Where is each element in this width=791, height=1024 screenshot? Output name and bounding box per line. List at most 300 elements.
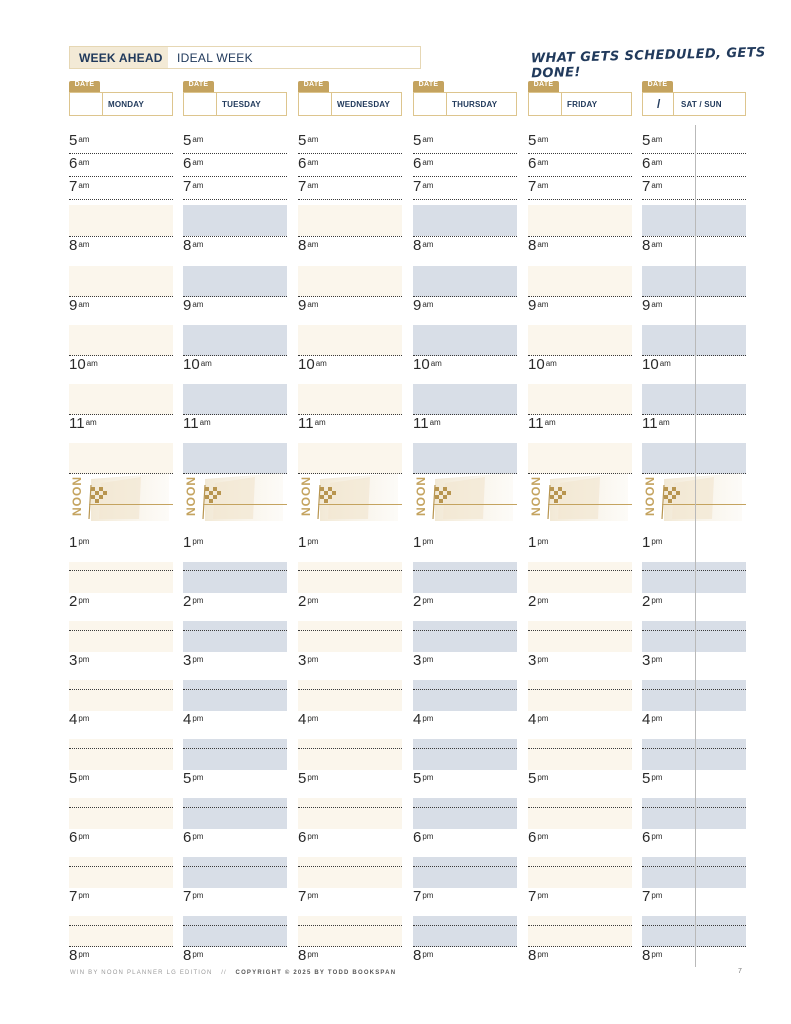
hour-label: [528, 594, 548, 609]
hour-suffix: am: [78, 158, 90, 167]
day-name: SAT / SUN: [681, 100, 722, 109]
time-slot-block[interactable]: [69, 384, 173, 415]
time-slot-block[interactable]: [183, 325, 287, 356]
dotted-rule: [642, 748, 746, 749]
hour-label: [413, 771, 433, 786]
hour-number: 6: [413, 829, 422, 846]
day-name: THURSDAY: [452, 100, 498, 109]
hour-suffix: pm: [192, 891, 204, 900]
time-slot-block[interactable]: [69, 325, 173, 356]
hour-label: [642, 830, 662, 845]
date-tab: [413, 81, 444, 92]
time-slot-block[interactable]: [183, 621, 287, 652]
hour-label: [528, 712, 548, 727]
hour-label: [183, 771, 203, 786]
dotted-rule: [183, 689, 287, 690]
date-field[interactable]: [69, 92, 173, 116]
hour-number: 10: [183, 356, 200, 373]
hour-number: 8: [642, 237, 651, 254]
hour-suffix: pm: [78, 832, 90, 841]
date-field[interactable]: [413, 92, 517, 116]
time-slot-block[interactable]: [528, 443, 632, 474]
hour-number: 3: [69, 652, 78, 669]
time-slot-block[interactable]: [69, 443, 173, 474]
dotted-rule: [183, 807, 287, 808]
time-slot-block[interactable]: [528, 680, 632, 711]
hour-label: [69, 535, 89, 550]
hour-suffix: am: [537, 181, 549, 190]
date-field[interactable]: [298, 92, 402, 116]
time-slot-block[interactable]: [528, 384, 632, 415]
time-slot-block[interactable]: [528, 266, 632, 297]
dotted-rule: [413, 296, 517, 297]
hour-label: [298, 771, 318, 786]
hour-label: [69, 156, 89, 171]
time-slot-block[interactable]: [69, 798, 173, 829]
checkered-flag-icon: [308, 473, 402, 525]
time-slot-block[interactable]: [183, 916, 287, 947]
date-divider: [561, 93, 562, 115]
hour-label: [642, 948, 662, 963]
dotted-rule: [528, 236, 632, 237]
hour-number: 10: [528, 356, 545, 373]
hour-number: 6: [528, 155, 537, 172]
hour-suffix: pm: [651, 655, 663, 664]
hour-number: 9: [413, 297, 422, 314]
time-slot-block[interactable]: [413, 325, 517, 356]
hour-number: 6: [298, 155, 307, 172]
hour-number: 7: [413, 178, 422, 195]
time-slot-block[interactable]: [298, 916, 402, 947]
time-slot-block[interactable]: [528, 205, 632, 236]
time-slot-block[interactable]: [642, 562, 746, 593]
hour-suffix: pm: [651, 891, 663, 900]
hour-number: 2: [69, 593, 78, 610]
hour-label: [183, 357, 212, 372]
time-slot-block[interactable]: [413, 562, 517, 593]
hour-number: 6: [413, 155, 422, 172]
time-slot-block[interactable]: [642, 325, 746, 356]
time-slot-block[interactable]: [413, 384, 517, 415]
dotted-rule: [642, 296, 746, 297]
hour-label: [69, 712, 89, 727]
hour-number: 5: [183, 770, 192, 787]
hour-number: 2: [642, 593, 651, 610]
date-tab-label: DATE: [418, 81, 439, 88]
hour-label: [528, 238, 548, 253]
hour-suffix: am: [537, 158, 549, 167]
hour-suffix: am: [199, 418, 211, 427]
hour-number: 6: [642, 829, 651, 846]
hour-number: 2: [298, 593, 307, 610]
time-slot-block[interactable]: [413, 266, 517, 297]
hour-suffix: am: [192, 181, 204, 190]
time-slot-block[interactable]: [69, 562, 173, 593]
time-slot-block[interactable]: [69, 857, 173, 888]
day-name: TUESDAY: [222, 100, 261, 109]
hour-label: [642, 179, 662, 194]
hour-suffix: am: [200, 359, 212, 368]
time-slot-block[interactable]: [183, 739, 287, 770]
noon-rule: [318, 504, 402, 505]
dotted-rule: [528, 925, 632, 926]
hour-number: 4: [183, 711, 192, 728]
hour-number: 1: [413, 534, 422, 551]
dotted-rule: [642, 153, 746, 154]
hour-number: 7: [413, 888, 422, 905]
hour-suffix: pm: [651, 714, 663, 723]
hour-label: [528, 889, 548, 904]
time-slot-block[interactable]: [642, 266, 746, 297]
hour-label: [528, 948, 548, 963]
date-divider: [446, 93, 447, 115]
hour-number: 7: [298, 888, 307, 905]
dotted-rule: [69, 296, 173, 297]
dotted-rule: [413, 153, 517, 154]
hour-number: 6: [183, 829, 192, 846]
noon-marker: [413, 473, 517, 525]
hour-label: [69, 830, 89, 845]
dotted-rule: [69, 570, 173, 571]
hour-number: 1: [69, 534, 78, 551]
hour-label: [69, 948, 89, 963]
time-slot-block[interactable]: [298, 739, 402, 770]
time-slot-block[interactable]: [642, 739, 746, 770]
time-slot-block[interactable]: [183, 680, 287, 711]
time-slot-block[interactable]: [642, 443, 746, 474]
time-slot-block[interactable]: [528, 562, 632, 593]
hour-suffix: am: [422, 158, 434, 167]
time-slot-block[interactable]: [528, 325, 632, 356]
dotted-rule: [183, 925, 287, 926]
time-slot-block[interactable]: [298, 857, 402, 888]
day-column-thursday: [413, 0, 517, 1024]
week-ahead-label: WEEK AHEAD: [79, 51, 163, 65]
hour-suffix: pm: [307, 596, 319, 605]
hour-label: [183, 653, 203, 668]
hour-suffix: pm: [192, 655, 204, 664]
dotted-rule: [69, 807, 173, 808]
dotted-rule: [69, 946, 173, 947]
time-slot-block[interactable]: [413, 621, 517, 652]
ideal-week-label: IDEAL WEEK: [177, 51, 253, 65]
hour-number: 7: [298, 178, 307, 195]
time-slot-block[interactable]: [642, 384, 746, 415]
time-slot-block[interactable]: [528, 621, 632, 652]
hour-suffix: pm: [192, 950, 204, 959]
hour-suffix: pm: [192, 537, 204, 546]
hour-label: [528, 357, 557, 372]
hour-number: 6: [642, 155, 651, 172]
hour-label: [69, 653, 89, 668]
day-column-friday: [528, 0, 632, 1024]
hour-number: 8: [69, 237, 78, 254]
time-slot-block[interactable]: [298, 562, 402, 593]
hour-suffix: am: [537, 240, 549, 249]
time-slot-block[interactable]: [69, 916, 173, 947]
date-tab: [69, 81, 100, 92]
hour-label: [528, 179, 548, 194]
date-field[interactable]: [183, 92, 287, 116]
hour-label: [413, 179, 433, 194]
hour-label: [183, 712, 203, 727]
noon-label: NOON: [414, 476, 428, 516]
hour-number: 1: [183, 534, 192, 551]
hour-number: 4: [69, 711, 78, 728]
dotted-rule: [413, 630, 517, 631]
hour-label: [298, 416, 326, 431]
dotted-rule: [183, 946, 287, 947]
time-slot-block[interactable]: [183, 798, 287, 829]
hour-label: [413, 156, 433, 171]
dotted-rule: [298, 176, 402, 177]
time-slot-block[interactable]: [298, 680, 402, 711]
hour-number: 8: [298, 947, 307, 964]
time-slot-block[interactable]: [298, 325, 402, 356]
hour-number: 3: [298, 652, 307, 669]
hour-number: 11: [183, 415, 199, 432]
dotted-rule: [642, 689, 746, 690]
hour-number: 11: [642, 415, 658, 432]
hour-label: [298, 948, 318, 963]
time-slot-block[interactable]: [528, 916, 632, 947]
time-slot-block[interactable]: [642, 857, 746, 888]
time-slot-block[interactable]: [528, 798, 632, 829]
time-slot-block[interactable]: [298, 443, 402, 474]
dotted-rule: [298, 236, 402, 237]
hour-label: [298, 535, 318, 550]
time-slot-block[interactable]: [642, 916, 746, 947]
dotted-rule: [298, 946, 402, 947]
dotted-rule: [69, 925, 173, 926]
date-field[interactable]: [642, 92, 746, 116]
hour-label: [298, 830, 318, 845]
hour-label: [528, 156, 548, 171]
hour-label: [413, 416, 441, 431]
hour-suffix: pm: [422, 832, 434, 841]
hour-label: [528, 298, 548, 313]
hour-suffix: pm: [307, 537, 319, 546]
hour-number: 8: [413, 947, 422, 964]
noon-marker: [183, 473, 287, 525]
hour-label: [183, 416, 211, 431]
time-slot-block[interactable]: [183, 384, 287, 415]
dotted-rule: [642, 570, 746, 571]
hour-label: [642, 133, 662, 148]
dotted-rule: [413, 807, 517, 808]
hour-suffix: pm: [537, 714, 549, 723]
time-slot-block[interactable]: [183, 443, 287, 474]
hour-number: 11: [528, 415, 544, 432]
hour-label: [413, 830, 433, 845]
hour-label: [413, 594, 433, 609]
hour-suffix: pm: [78, 773, 90, 782]
hour-label: [642, 889, 662, 904]
time-slot-block[interactable]: [413, 443, 517, 474]
time-slot-block[interactable]: [183, 205, 287, 236]
time-slot-block[interactable]: [183, 266, 287, 297]
hour-suffix: pm: [78, 596, 90, 605]
hour-number: 9: [69, 297, 78, 314]
time-slot-block[interactable]: [298, 621, 402, 652]
weekend-split-line: [695, 125, 696, 967]
hour-label: [413, 535, 433, 550]
date-slash: /: [657, 97, 661, 111]
noon-marker: [528, 473, 632, 525]
dotted-rule: [298, 296, 402, 297]
dotted-rule: [413, 748, 517, 749]
hour-suffix: pm: [537, 950, 549, 959]
time-slot-block[interactable]: [298, 798, 402, 829]
time-slot-block[interactable]: [642, 205, 746, 236]
time-slot-block[interactable]: [413, 857, 517, 888]
time-slot-block[interactable]: [69, 621, 173, 652]
day-name: MONDAY: [108, 100, 145, 109]
dotted-rule: [413, 866, 517, 867]
day-name: WEDNESDAY: [337, 100, 391, 109]
hour-label: [413, 133, 433, 148]
time-slot-block[interactable]: [183, 562, 287, 593]
dotted-rule: [642, 807, 746, 808]
time-slot-block[interactable]: [413, 205, 517, 236]
time-slot-block[interactable]: [642, 680, 746, 711]
hour-number: 7: [528, 178, 537, 195]
dotted-rule: [528, 946, 632, 947]
hour-suffix: pm: [307, 714, 319, 723]
date-tab: [183, 81, 214, 92]
hour-suffix: pm: [537, 832, 549, 841]
time-slot-block[interactable]: [69, 266, 173, 297]
noon-label: NOON: [643, 476, 657, 516]
hour-suffix: am: [651, 158, 663, 167]
hour-suffix: am: [78, 181, 90, 190]
time-slot-block[interactable]: [642, 621, 746, 652]
dotted-rule: [183, 153, 287, 154]
hour-number: 5: [528, 132, 537, 149]
date-tab: [528, 81, 559, 92]
hour-label: [183, 594, 203, 609]
hour-label: [183, 179, 203, 194]
dotted-rule: [183, 176, 287, 177]
hour-suffix: pm: [78, 655, 90, 664]
dotted-rule: [69, 748, 173, 749]
hour-number: 5: [69, 132, 78, 149]
time-slot-block[interactable]: [69, 205, 173, 236]
time-slot-block[interactable]: [413, 739, 517, 770]
time-slot-block[interactable]: [413, 916, 517, 947]
hour-suffix: pm: [192, 832, 204, 841]
hour-label: [528, 133, 548, 148]
dotted-rule: [413, 689, 517, 690]
dotted-rule: [642, 946, 746, 947]
time-slot-block[interactable]: [298, 205, 402, 236]
hour-suffix: am: [307, 240, 319, 249]
checkered-flag-icon: [423, 473, 517, 525]
hour-suffix: am: [651, 135, 663, 144]
dotted-rule: [298, 199, 402, 200]
time-slot-block[interactable]: [413, 680, 517, 711]
hour-label: [413, 712, 433, 727]
dotted-rule: [183, 296, 287, 297]
dotted-rule: [528, 176, 632, 177]
time-slot-block[interactable]: [69, 680, 173, 711]
hour-label: [298, 133, 318, 148]
time-slot-block[interactable]: [69, 739, 173, 770]
dotted-rule: [528, 296, 632, 297]
hour-suffix: pm: [307, 832, 319, 841]
hour-suffix: am: [651, 181, 663, 190]
dotted-rule: [298, 570, 402, 571]
hour-suffix: pm: [537, 596, 549, 605]
hour-number: 3: [413, 652, 422, 669]
hour-number: 2: [183, 593, 192, 610]
date-field[interactable]: [528, 92, 632, 116]
date-tab-label: DATE: [188, 81, 209, 88]
noon-label: NOON: [70, 476, 84, 516]
date-divider: [331, 93, 332, 115]
hour-number: 9: [528, 297, 537, 314]
hour-suffix: pm: [422, 537, 434, 546]
hour-suffix: am: [422, 135, 434, 144]
time-slot-block[interactable]: [298, 266, 402, 297]
noon-rule: [433, 504, 517, 505]
hour-number: 3: [183, 652, 192, 669]
noon-rule: [203, 504, 287, 505]
hour-label: [642, 238, 662, 253]
time-slot-block[interactable]: [528, 857, 632, 888]
time-slot-block[interactable]: [413, 798, 517, 829]
time-slot-block[interactable]: [642, 798, 746, 829]
hour-label: [528, 535, 548, 550]
hour-number: 2: [413, 593, 422, 610]
time-slot-block[interactable]: [528, 739, 632, 770]
hour-label: [298, 653, 318, 668]
hour-number: 5: [642, 770, 651, 787]
date-divider: [216, 93, 217, 115]
hour-number: 5: [183, 132, 192, 149]
footer-copyright: COPYRIGHT © 2025 BY TODD BOOKSPAN: [235, 970, 397, 976]
dotted-rule: [642, 866, 746, 867]
hour-suffix: pm: [78, 891, 90, 900]
footer: [70, 970, 396, 976]
day-column-tuesday: [183, 0, 287, 1024]
date-tab: [642, 81, 673, 92]
noon-marker: [642, 473, 746, 525]
time-slot-block[interactable]: [298, 384, 402, 415]
hour-suffix: pm: [422, 891, 434, 900]
dotted-rule: [69, 866, 173, 867]
dotted-rule: [413, 925, 517, 926]
noon-rule: [662, 504, 746, 505]
hour-label: [69, 771, 89, 786]
date-tab-label: DATE: [303, 81, 324, 88]
hour-number: 3: [528, 652, 537, 669]
hour-number: 9: [642, 297, 651, 314]
time-slot-block[interactable]: [183, 857, 287, 888]
hour-suffix: pm: [192, 596, 204, 605]
hour-suffix: am: [86, 359, 98, 368]
dotted-rule: [528, 748, 632, 749]
hour-number: 7: [69, 178, 78, 195]
dotted-rule: [69, 153, 173, 154]
hour-suffix: pm: [422, 773, 434, 782]
hour-number: 5: [298, 770, 307, 787]
hour-number: 1: [298, 534, 307, 551]
dotted-rule: [183, 866, 287, 867]
dotted-rule: [298, 153, 402, 154]
hour-number: 7: [642, 178, 651, 195]
hour-label: [413, 298, 433, 313]
